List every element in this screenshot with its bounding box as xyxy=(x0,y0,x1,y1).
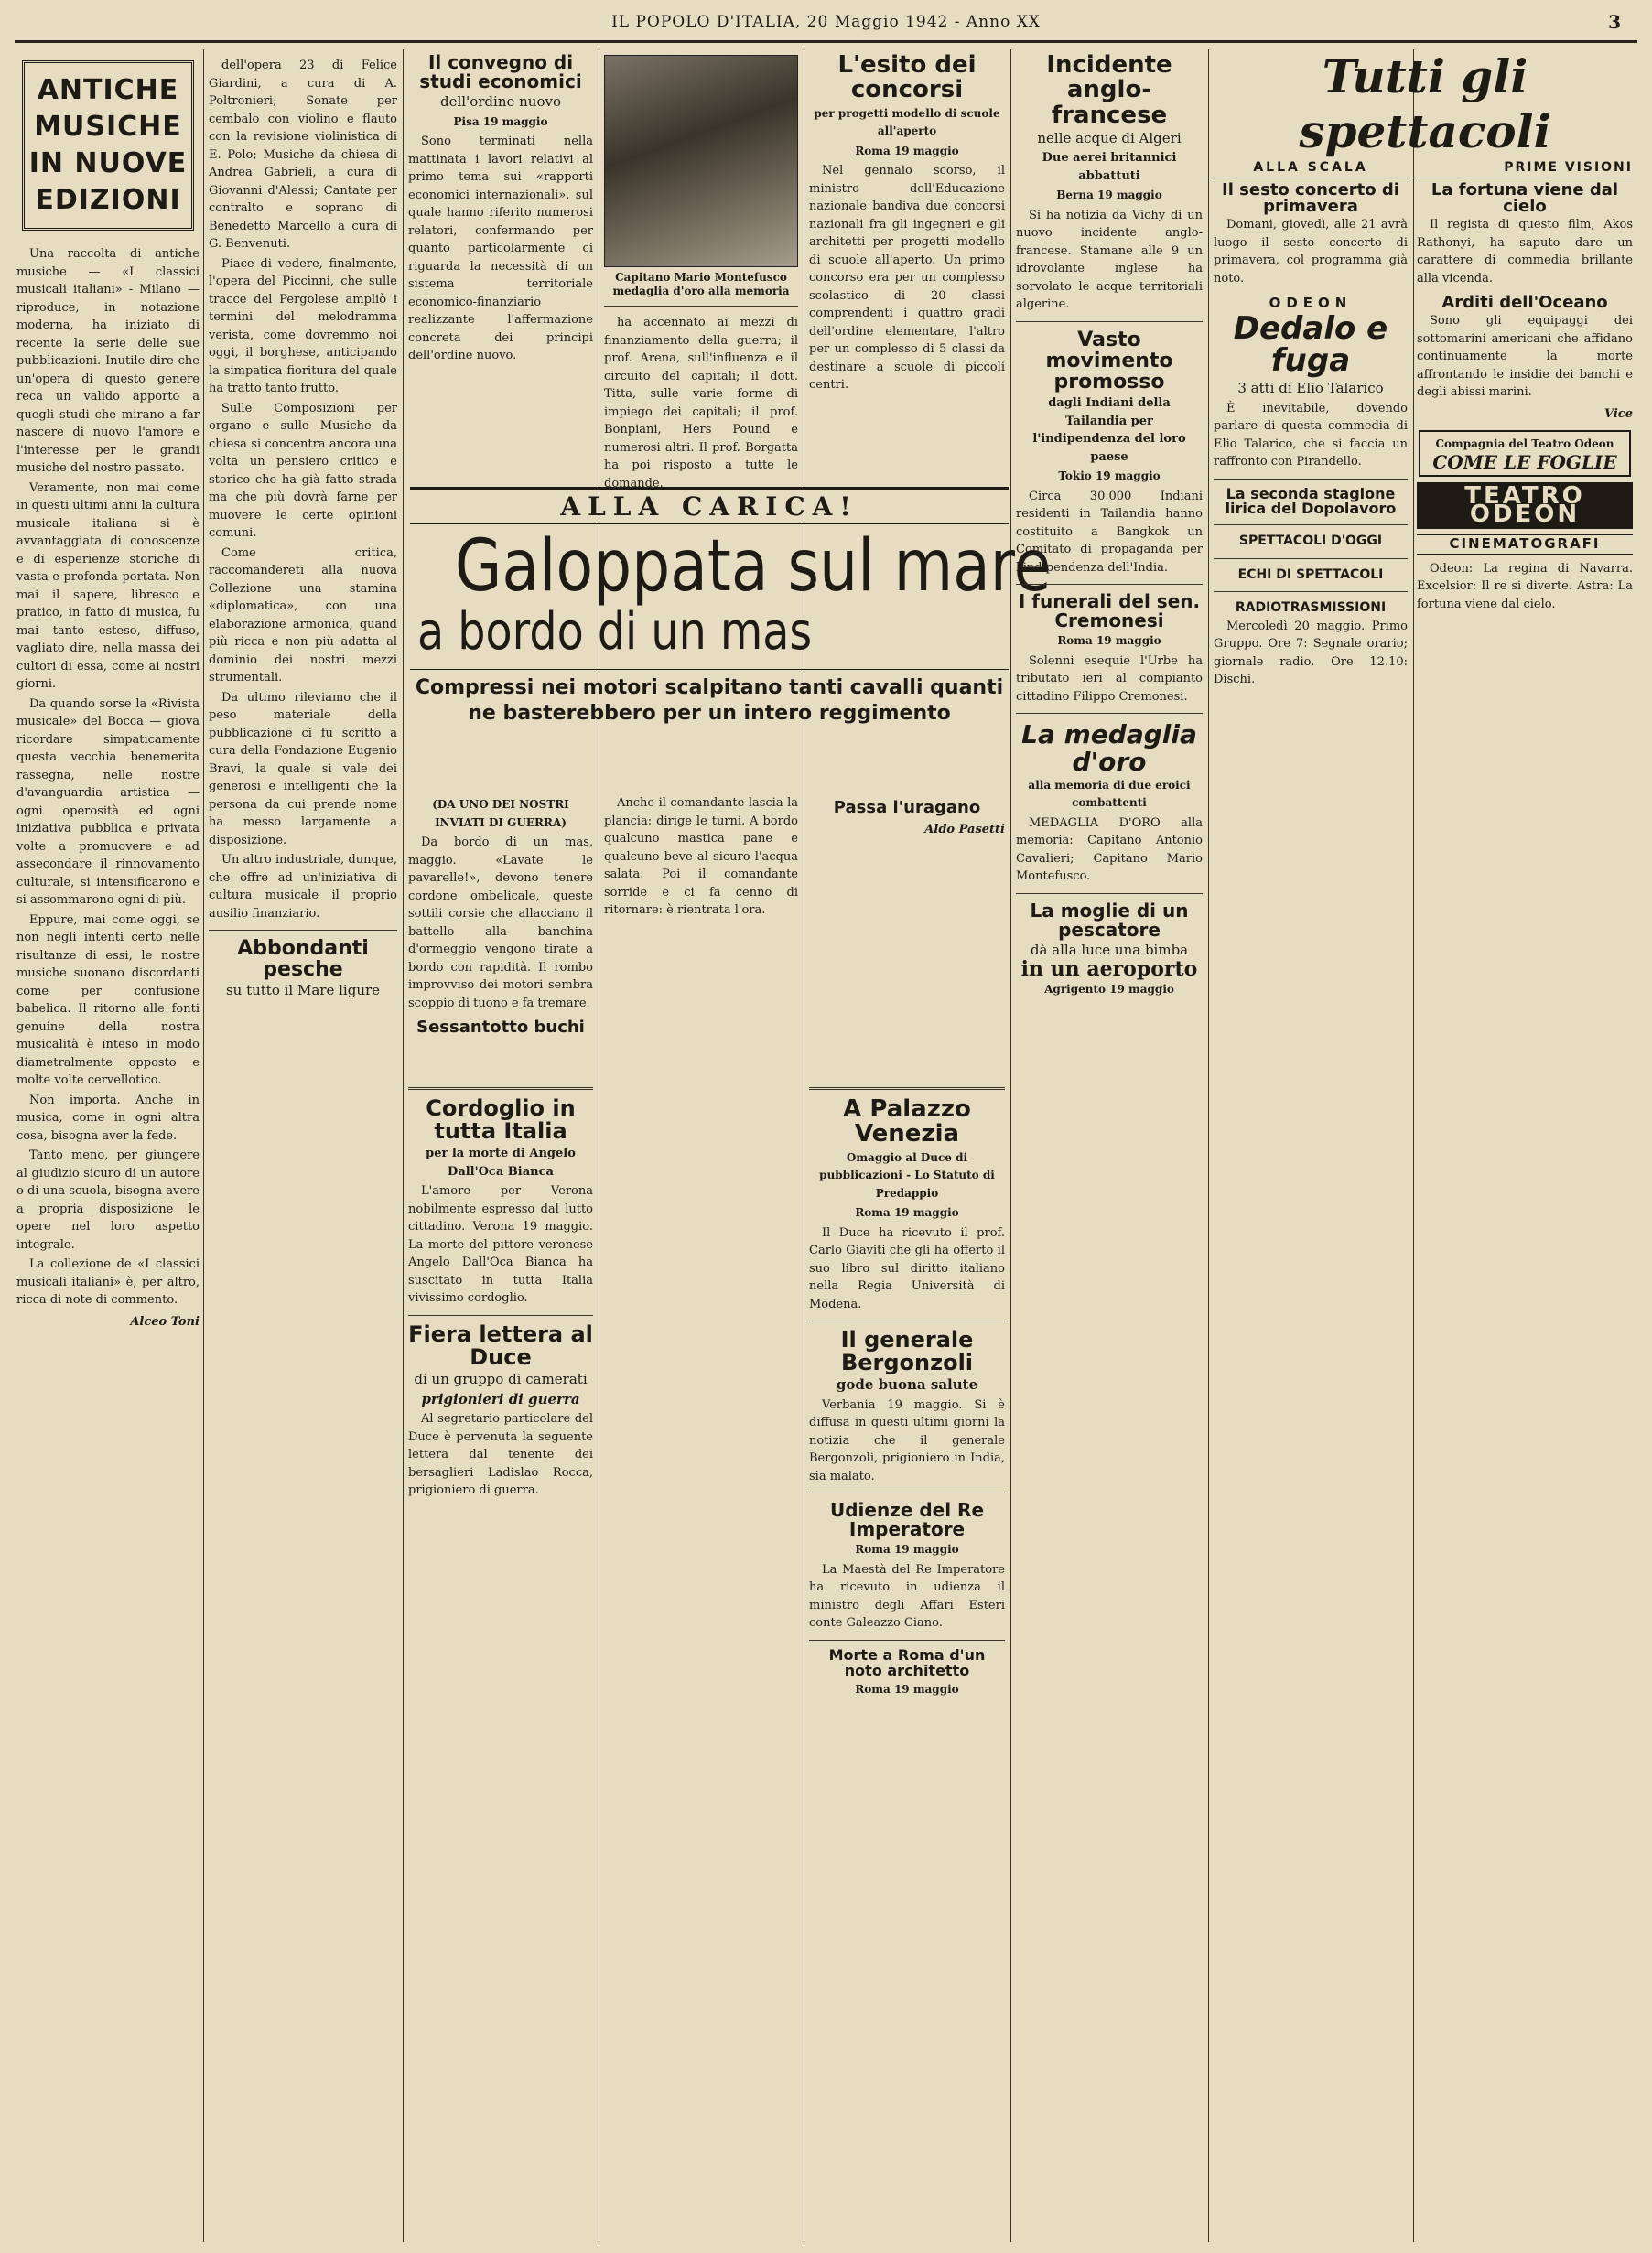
section-headline: Abbondanti pesche xyxy=(237,937,369,982)
subsection-label: CINEMATOGRAFI xyxy=(1417,534,1633,555)
subsection-label: ECHI DI SPETTACOLI xyxy=(1237,566,1384,582)
article-signature: Aldo Pasetti xyxy=(924,822,1005,836)
column-rule xyxy=(1010,49,1011,2242)
article-subheadline: Omaggio al Duce di pubblicazioni - Lo Statuto di Predappio xyxy=(819,1150,995,1200)
article-paragraph: ha accennato ai mezzi di finanziamento della guerra; il prof. Arena, sull'influenza e il circuito del capitali; il dott. Titta, sulle varie forme di impiego dei capitali; il prof. Bonpiani, Hers Pound e numerosi altri. Il prof. Borgatta ha poi risposto a tutte le domande. xyxy=(604,316,798,490)
article-subheadline: in un aeroporto xyxy=(1020,957,1198,982)
section-title: Tutti gli spettacoli xyxy=(1299,49,1551,158)
divider xyxy=(1016,584,1203,585)
theatre-label: ODEON xyxy=(1269,295,1353,312)
article-paragraph: Verbania 19 maggio. Si è diffusa in questi ultimi giorni la notizia che il generale Bergonzoli, prigioniero in India, sia malato. xyxy=(809,1397,1005,1483)
theatre-ad xyxy=(1419,430,1631,477)
column-6 xyxy=(1016,49,1203,2242)
column-rule xyxy=(203,49,204,2242)
review-headline: La seconda stagione lirica del Dopolavoro xyxy=(1225,484,1397,518)
review-subheadline: 3 atti di Elio Talarico xyxy=(1237,380,1384,397)
article-paragraph: Veramente, non mai come in questi ultimi anni la cultura musicale italiana si è avvantaggiata di conoscenze e di esperienze storiche di vasta e profonda portata. Non mai il sapere, libresco e pratico, in fatto di musica, fu mai tanto esteso, diffuso, vagliato dire, nella massa dei cultori di essa, come ai nostri giorni. xyxy=(16,480,200,691)
article-headline: Incidente anglo-francese xyxy=(1046,51,1172,129)
article-paragraph: Un altro industriale, dunque, che offre ad un'iniziativa di cultura musicale il proprio ausilio finanziario. xyxy=(209,853,397,921)
war-report-col-b xyxy=(604,794,798,1014)
article-subheadline: alla memoria di due eroici combattenti xyxy=(1028,778,1191,810)
dateline: Roma 19 maggio xyxy=(1057,634,1161,648)
column-1 xyxy=(16,49,200,2242)
divider xyxy=(408,1087,593,1090)
section-headline: Sessantotto buchi xyxy=(416,1018,585,1037)
divider xyxy=(408,1315,593,1316)
war-report-col-c xyxy=(809,794,1005,1069)
teatro-odeon-banner: TEATRO ODEON xyxy=(1417,482,1633,529)
article-headline: La medaglia d'oro xyxy=(1021,719,1197,777)
review-signature: Vice xyxy=(1604,406,1633,421)
main-headline: Galoppata sul mare xyxy=(455,525,1052,608)
header-rule xyxy=(15,40,1637,43)
divider xyxy=(1214,591,1408,592)
dateline: Roma 19 maggio xyxy=(855,144,959,157)
column-5-top xyxy=(809,49,1005,480)
article-subheadline: di un gruppo di camerati xyxy=(414,1371,588,1388)
dateline: Roma 19 maggio xyxy=(855,1543,959,1557)
divider xyxy=(209,930,397,931)
article-subheadline: per la morte di Angelo Dall'Oca Bianca xyxy=(426,1147,576,1179)
subsection-label: ALLA SCALA xyxy=(1214,159,1408,178)
article-paragraph: Nel gennaio scorso, il ministro dell'Educazione nazionale bandiva due concorsi nazionali fra gli ingegneri e gli architetti per progetti modello di scuole all'aperto. Un primo concorso era per un complesso scolastico di 20 classi comprendenti i quattro gradi dell'ordine elementare, l'altro per un complesso di 5 classi da destinare a scuole di piccoli centri. xyxy=(809,164,1005,393)
divider xyxy=(1016,893,1203,894)
dateline: Tokio 19 maggio xyxy=(1058,469,1161,483)
article-headline: Cordoglio in tutta Italia xyxy=(426,1095,576,1145)
review-paragraph: Sono gli equipaggi dei sottomarini americani che affidano continuamente la morte affrontando le insidie dei banchi e degli abissi marini. xyxy=(1417,314,1633,400)
article-subheadline: Due aerei britannici abbattuti xyxy=(1042,151,1177,183)
article-paragraph: Da ultimo rileviamo che il peso materiale della pubblicazione ci fu scritto a cura della Fondazione Eugenio Bravi, la quale si vale dei generosi e intelligenti che la persona da cui prende nome ha messo largamente a disposizione. xyxy=(209,690,397,847)
article-subheadline: gode buona salute xyxy=(836,1376,978,1394)
ad-company: Compagnia del Teatro Odeon xyxy=(1435,437,1614,451)
article-headline: I funerali del sen. Cremonesi xyxy=(1018,590,1201,632)
dateline: Agrigento 19 maggio xyxy=(1044,982,1174,996)
divider xyxy=(1016,713,1203,714)
article-paragraph: L'amore per Verona nobilmente espresso dal lutto cittadino. Verona 19 maggio. La morte del pittore veronese Angelo Dall'Oca Bianca ha suscitato in tutta Italia vivissimo cordoglio. xyxy=(408,1184,593,1306)
article-paragraph: Eppure, mai come oggi, se non negli intenti certo nelle risultanze di essi, le nostre musiche suonano discordanti come per confusione babelica. Il ritorno alle fonti genuine della nostra musicalità è inteso in modo diametralmente opposto e molte volte cervellotico. xyxy=(16,912,200,1087)
article-subheadline: per progetti modello di scuole all'aperto xyxy=(814,106,1000,138)
article-paragraph: La Maestà del Re Imperatore ha ricevuto in udienza il ministro degli Affari Esteri conte Galeazzo Ciano. xyxy=(809,1562,1005,1631)
article-subheadline: nelle acque di Algeri xyxy=(1037,129,1182,146)
masthead xyxy=(0,0,1652,48)
article-headline: Udienze del Re Imperatore xyxy=(829,1499,985,1541)
photo-caption: Capitano Mario Montefusco medaglia d'oro alla memoria xyxy=(612,271,790,297)
column-2 xyxy=(209,57,397,2249)
column-rule xyxy=(403,49,404,2242)
review-paragraph: Il regista di questo film, Akos Rathonyi, ha saputo dare un carattere di commedia brillante alla vicenda. xyxy=(1417,218,1633,286)
subsection-label: PRIME VISIONI xyxy=(1417,159,1633,178)
article-subheadline: prigionieri di guerra xyxy=(421,1390,580,1407)
dateline: Pisa 19 maggio xyxy=(453,114,548,128)
article-paragraph: Una raccolta di antiche musiche — «I classici musicali italiani» - Milano — riproduce, in notazione moderna, ha iniziato di recente la serie delle sue pubblicazioni. Inutile dire che un'opera di questo genere reca un valido apporto a quegli studi che mirano a far nascere di nuovo l'amore e l'interesse per le grandi musiche del nostro passato. xyxy=(16,247,200,475)
divider xyxy=(1214,479,1408,480)
dateline: Roma 19 maggio xyxy=(855,1682,959,1696)
entertainment-col-left xyxy=(1214,159,1408,691)
subsection-label: RADIOTRASMISSIONI xyxy=(1235,600,1387,616)
article-paragraph: MEDAGLIA D'ORO alla memoria: Capitano Antonio Cavalieri; Capitano Mario Montefusco. xyxy=(1016,815,1203,884)
article-paragraph: Circa 30.000 Indiani residenti in Tailandia hanno costituito a Bangkok un Comitato di propaganda per l'indipendenza dell'India. xyxy=(1016,489,1203,575)
divider xyxy=(1214,558,1408,559)
column-4-top xyxy=(604,49,798,490)
article-subheadline: dell'ordine nuovo xyxy=(440,93,561,110)
article-paragraph: Non importa. Anche in musica, come in ogni altra cosa, bisogna aver la fede. xyxy=(16,1093,200,1143)
entertainment-section xyxy=(1214,49,1636,2242)
article-paragraph: Da bordo di un mas, maggio. «Lavate le pavarelle!», devono tenere cordone ombelicale, queste sottili corsie che allacciano il battello alla banchina d'ormeggio vengono tirate a bordo con rapidità. Il rombo improvviso dei motori sembra scoppio di tuono e fa tremare. xyxy=(408,835,593,1010)
page-number: 3 xyxy=(1608,11,1621,33)
article-headline: Il convegno di studi economici xyxy=(419,51,582,92)
article-headline: Morte a Roma d'un noto architetto xyxy=(828,1645,986,1679)
article-paragraph: Tanto meno, per giungere al giudizio sicuro di un autore o di una scuola, bisogna avere a propria disposizione le opere nel loro aspetto integrale. xyxy=(16,1148,200,1252)
article-headline: L'esito dei concorsi xyxy=(837,51,977,104)
article-headline: Vasto movimento promosso xyxy=(1045,328,1173,394)
column-3-bottom xyxy=(408,1080,593,2233)
ad-title: COME LE FOGLIE xyxy=(1432,450,1617,473)
cinema-listing: Odeon: La regina di Navarra. Excelsior: Il re si diverte. Astra: La fortuna viene dal cielo. xyxy=(1417,561,1633,611)
column-3-top xyxy=(408,49,593,480)
review-headline: La fortuna viene dal cielo xyxy=(1431,179,1619,217)
kicker: ALLA CARICA! xyxy=(410,487,1009,524)
review-headline: Dedalo e fuga xyxy=(1233,309,1388,380)
review-paragraph: È inevitabile, dovendo parlare di questa commedia di Elio Talarico, che si faccia un raffronto con Pirandello. xyxy=(1214,401,1408,469)
article-paragraph: Sono terminati nella mattinata i lavori relativi al primo tema sui «rapporti economici internazionali», sul quale hanno riferito numerosi relatori, confermando per quanto particolarmente ci riguarda la necessità di un sistema territoriale economico-finanziario realizzante l'affermazione concreta dei principi dell'ordine nuovo. xyxy=(408,135,593,362)
article-paragraph: dell'opera 23 di Felice Giardini, a cura di A. Poltronieri; Sonate per cembalo con violino e flauto con la revisione violinistica di E. Polo; Musiche da chiesa di Andrea Gabrieli, a cura di Giovanni d'Alessi; Cantate per contralto e soprano di Benedetto Marcello a cura di G. Benvenuti. xyxy=(209,59,397,251)
dateline: Berna 19 maggio xyxy=(1056,189,1162,202)
main-headline-second: a bordo di un mas xyxy=(417,602,813,662)
article-paragraph: Anche il comandante lascia la plancia: dirige le turni. A bordo qualcuno mastica pane e qualcuno beve al sicuro l'acqua salata. Poi il comandante sorride e ci fa cenno di ritornare: è rientrata l'ora. xyxy=(604,796,798,917)
article-headline: La moglie di un pescatore xyxy=(1030,899,1189,941)
section-subheadline: su tutto il Mare ligure xyxy=(225,982,381,999)
entertainment-col-right xyxy=(1417,159,1633,691)
article-subheadline: dà alla luce una bimba xyxy=(1030,941,1189,958)
dateline: Roma 19 maggio xyxy=(855,1206,959,1220)
article-signature: Alceo Toni xyxy=(130,1314,200,1329)
article-paragraph: La collezione de «I classici musicali italiani» è, per altro, ricca di note di commento. xyxy=(16,1257,200,1307)
article-headline: Fiera lettera al Duce xyxy=(408,1321,593,1371)
war-report-col-a xyxy=(408,794,593,1037)
divider xyxy=(1214,524,1408,525)
review-headline: Arditi dell'Oceano xyxy=(1441,293,1608,313)
article-paragraph: Da quando sorse la «Rivista musicale» del Bocca — giova ricordare simpaticamente questa vecchia benemerita rassegna, nelle nostre d'avanguardia artistica — ogni operosità ed ogni iniziativa pubblica e privata volte a promuovere e ad assecondare il rinnovamento culturale, si intensificarono e si assommarono ogni di più. xyxy=(16,696,200,907)
article-paragraph: Solenni esequie l'Urbe ha tributato ieri al compianto cittadino Filippo Cremonesi. xyxy=(1016,653,1203,704)
page-header-title: IL POPOLO D'ITALIA, 20 Maggio 1942 - Anno XX xyxy=(611,13,1041,31)
byline: (DA UNO DEI NOSTRI INVIATI DI GUERRA) xyxy=(432,798,569,829)
article-subheadline: dagli Indiani della Tailandia per l'indipendenza del loro paese xyxy=(1032,396,1186,464)
portrait-photo xyxy=(604,55,798,267)
review-paragraph: Domani, giovedì, alle 21 avrà luogo il sesto concerto di primavera, col programma già noto. xyxy=(1214,218,1408,286)
divider xyxy=(809,1640,1005,1641)
divider xyxy=(809,1087,1005,1090)
article-headline: A Palazzo Venezia xyxy=(843,1095,971,1148)
article-headline: Il generale Bergonzoli xyxy=(840,1327,974,1376)
article-paragraph: Piace di vedere, finalmente, l'opera del Piccinni, che sulle tracce del Pergolese ampliò i termini del melodramma verista, come dovremmo noi oggi, il borghese, anticipando la simpatica fioritura del quale ha tratto tanto frutto. xyxy=(209,256,397,395)
review-headline: Il sesto concerto di primavera xyxy=(1222,179,1399,217)
subsection-label: SPETTACOLI D'OGGI xyxy=(1238,534,1383,549)
column-rule xyxy=(1208,49,1209,2242)
article-paragraph: Il Duce ha ricevuto il prof. Carlo Giaviti che gli ha offerto il suo libro sul diritto italiano nella Regia Università di Modena. xyxy=(809,1225,1005,1311)
war-report-banner xyxy=(410,487,1052,780)
deck: Compressi nei motori scalpitano tanti cavalli quanti ne basterebbero per un intero reggimento xyxy=(410,669,1009,727)
article-paragraph: Si ha notizia da Vichy di un nuovo incidente anglo-francese. Stamane alle 9 un idrovolante inglese ha sorvolato le acque territoriali algerine. xyxy=(1016,208,1203,312)
review-paragraph: Mercoledì 20 maggio. Primo Gruppo. Ore 7: Segnale orario; giornale radio. Ore 12.10: Dischi. xyxy=(1214,619,1408,687)
article-paragraph: Come critica, raccomandereti alla nuova Collezione una stamina «diplomatica», con una elaborazione armonica, quand più ricca e non più adatta al dominio dei nostri mezzi strumentali. xyxy=(209,545,397,685)
article-headline: ANTICHE MUSICHE IN NUOVE EDIZIONI xyxy=(22,60,194,231)
column-5-bottom xyxy=(809,1080,1005,2233)
section-headline: Passa l'uragano xyxy=(833,798,981,817)
divider xyxy=(604,306,798,307)
divider xyxy=(1016,321,1203,322)
article-paragraph: Sulle Composizioni per organo e sulle Musiche da chiesa si concentra ancora una volta un pensiero critico e storico che ha già fatto strada ma che più dovrà farne per muovere le certe opinioni comuni. xyxy=(209,401,397,540)
article-paragraph: Al segretario particolare del Duce è pervenuta la seguente lettera dal tenente dei bersaglieri Ladislao Rocca, prigioniero di guerra. xyxy=(408,1412,593,1498)
